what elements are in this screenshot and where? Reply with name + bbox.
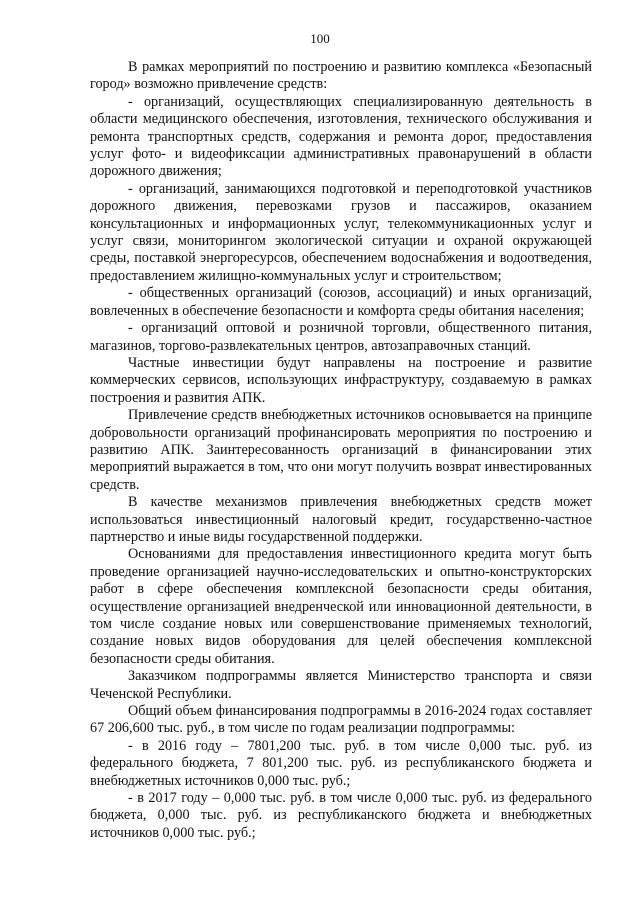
paragraph: - организаций, осуществляющих специализированную деятельность в области медицинского обеспечения, изготовления, технического обслуживания и ремонта транспортных средств, содержания и ремонта дорог, предоставления услуг фото- и видеофиксации административных правонарушений в области дорожного движения; — [90, 93, 592, 180]
paragraph: Общий объем финансирования подпрограммы в 2016-2024 годах составляет 67 206,600 тыс. руб., в том числе по годам реализации подпрограммы: — [90, 703, 592, 737]
document-body — [90, 59, 592, 842]
paragraph: - общественных организаций (союзов, ассоциаций) и иных организаций, вовлеченных в обеспечение безопасности и комфорта среды обитания населения; — [90, 285, 592, 319]
page-number: 100 — [310, 31, 330, 46]
paragraph: - в 2017 году – 0,000 тыс. руб. в том числе 0,000 тыс. руб. из федерального бюджета, 0,000 тыс. руб. из республиканского бюджета и внебюджетных источников 0,000 тыс. руб.; — [90, 790, 592, 841]
paragraph: Заказчиком подпрограммы является Министерство транспорта и связи Чеченской Республики. — [90, 668, 592, 702]
paragraph: В качестве механизмов привлечения внебюджетных средств может использоваться инвестиционный налоговый кредит, государственно-частное партнерство и иные виды государственной поддержки. — [90, 494, 592, 545]
paragraph: Основаниями для предоставления инвестиционного кредита могут быть проведение организацией научно-исследовательских и опытно-конструкторских работ в сфере обеспечения комплексной безопасности среды обитания, осуществление организацией внедренческой или инновационной деятельности, в том числе создание новых или совершенствование применяемых технологий, создание новых видов оборудования для целей обеспечения комплексной безопасности среды обитания. — [90, 546, 592, 667]
paragraph: - организаций оптовой и розничной торговли, общественного питания, магазинов, торгово-развлекательных центров, автозаправочных станций. — [90, 320, 592, 354]
paragraph: Привлечение средств внебюджетных источников основывается на принципе добровольности организаций профинансировать мероприятия по построению и развитию АПК. Заинтересованность организаций в финансировании этих мероприятий выражается в том, что они могут получить возврат инвестированных средств. — [90, 407, 592, 493]
paragraph: В рамках мероприятий по построению и развитию комплекса «Безопасный город» возможно привлечение средств: — [90, 59, 592, 93]
paragraph: Частные инвестиции будут направлены на построение и развитие коммерческих сервисов, использующих инфраструктуру, создаваемую в рамках построения и развития АПК. — [90, 354, 592, 406]
paragraph: - в 2016 году – 7801,200 тыс. руб. в том числе 0,000 тыс. руб. из федерального бюджета, 7 801,200 тыс. руб. из республиканского бюджета и внебюджетных источников 0,000 тыс. руб.; — [90, 737, 592, 789]
paragraph: - организаций, занимающихся подготовкой и переподготовкой участников дорожного движения, перевозками грузов и пассажиров, оказанием консультационных и информационных услуг, телекоммуникационных услуг и услуг связи, мониторингом экологической ситуации и охраной окружающей среды, поставкой энергоресурсов, обеспечением водоснабжения и водоотведения, предоставлением жилищно-коммунальных услуг и строительством; — [90, 180, 592, 284]
